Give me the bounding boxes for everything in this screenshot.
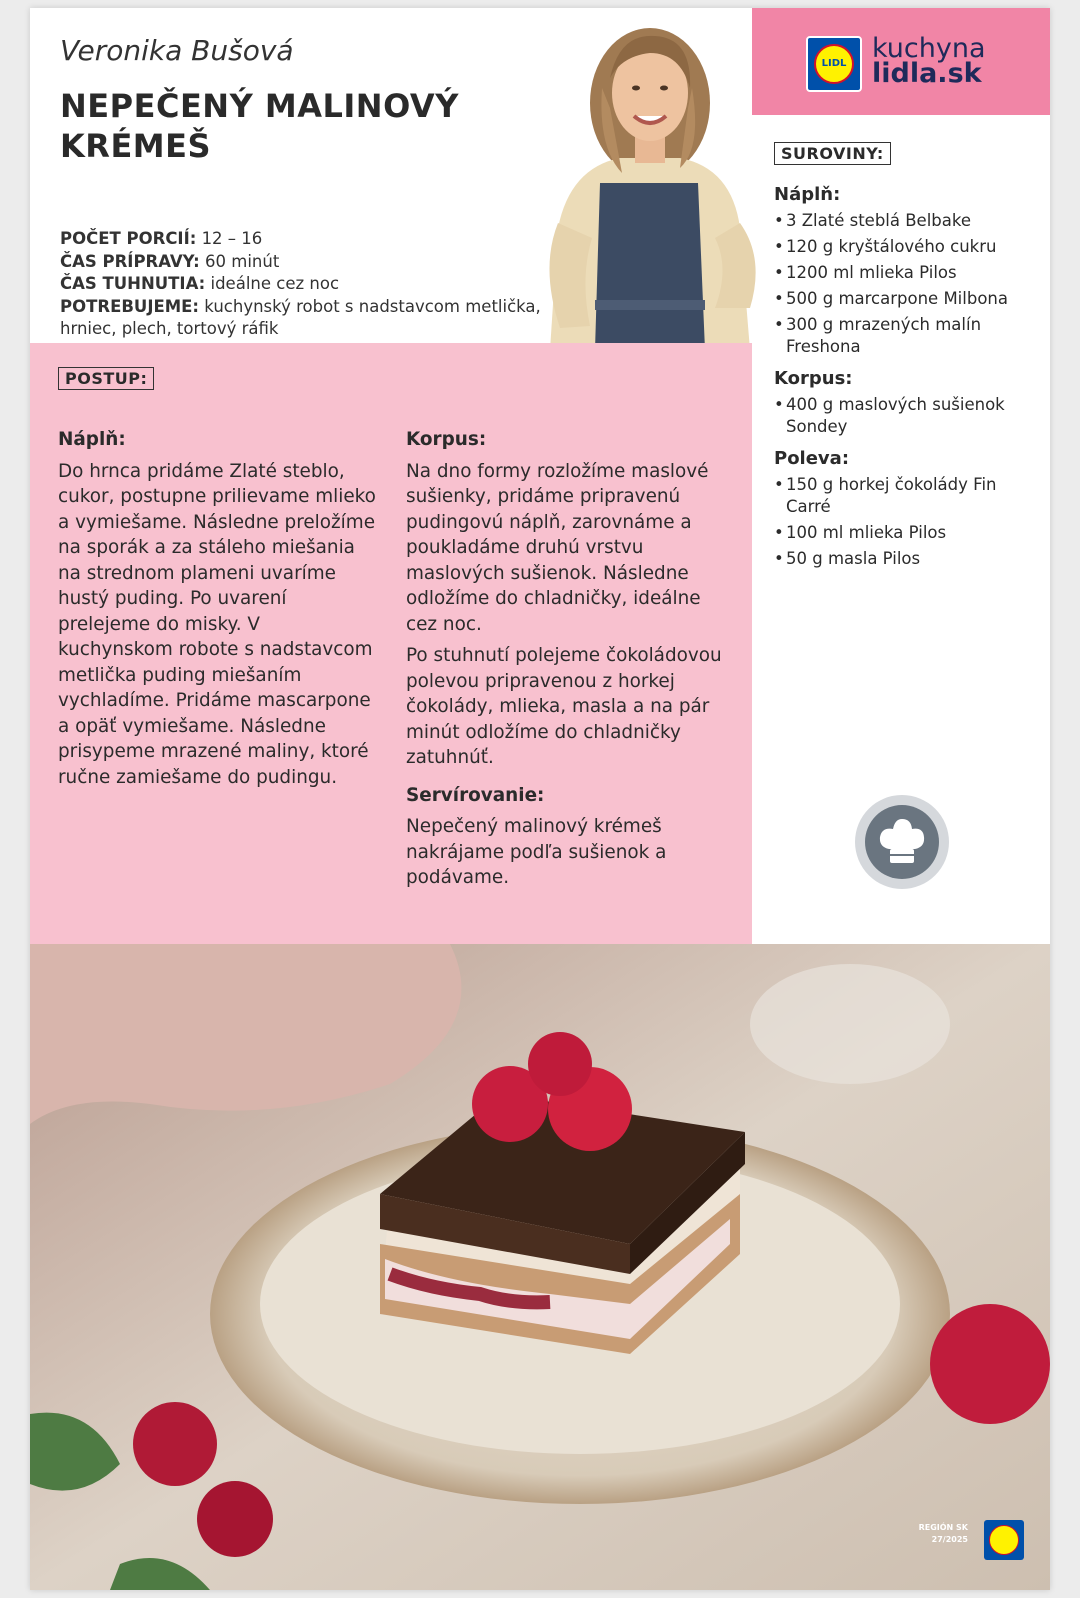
region-line1: REGIÓN SK — [918, 1523, 968, 1532]
lidl-logo-small — [984, 1520, 1024, 1560]
lidl-logo-text: LIDL — [814, 44, 854, 84]
method-base — [406, 427, 731, 897]
brand-name — [872, 33, 986, 89]
method-serve-title: Servírovanie: — [406, 784, 545, 806]
equipment-value: kuchynský robot s nadstavcom metlička, hrniec, plech, tortový ráfik — [60, 296, 541, 338]
method-base-title: Korpus: — [406, 429, 487, 450]
ingredients-heading: SUROVINY: — [774, 142, 891, 165]
recipe-meta — [60, 228, 550, 341]
method-filling-title: Náplň: — [58, 429, 126, 450]
set-time-value: ideálne cez noc — [210, 274, 340, 293]
ingredient-item: • 1200 ml mlieka Pilos — [774, 262, 1029, 284]
method-base-text2: Po stuhnutí polejeme čokoládovou polevou pripravenou z horkej čokolády, mlieka, masla a na pár minút odložíme do chladničky zatuhnúť. — [406, 645, 722, 768]
ingredient-item: • 500 g marcarpone Milbona — [774, 288, 1029, 310]
chef-photo — [510, 8, 782, 350]
portions-label: POČET PORCIÍ: — [60, 229, 197, 248]
method-filling — [58, 427, 378, 796]
method-panel — [30, 343, 752, 944]
ingredient-group-glaze — [774, 448, 1029, 570]
author-name: Veronika Bušová — [60, 34, 294, 67]
method-filling-text: Do hrnca pridáme Zlaté steblo, cukor, postupne prilievame mlieko a vymiešame. Následne preložíme na sporák a za stáleho miešania na strednom plameni uvaríme hustý puding. Po uvarení prelejeme do misky. V kuchynskom robote s nadstavcom metlička puding miešaním vychladíme. Pridáme mascarpone a opäť vymiešame. Následne prisypeme mrazené maliny, ktoré ručne zamiešame do pudingu. — [58, 460, 376, 788]
ingredient-group-filling — [774, 184, 1029, 358]
recipe-title-line1: NEPEČENÝ MALINOVÝ — [60, 87, 459, 125]
prep-time-label: ČAS PRÍPRAVY: — [60, 251, 200, 271]
dessert-photo — [30, 944, 1050, 1590]
region-label — [919, 1522, 968, 1546]
ingredient-group-base — [774, 368, 1029, 438]
method-serve-text: Nepečený malinový krémeš nakrájame podľa sušienok a podávame. — [406, 816, 667, 888]
recipe-page — [30, 8, 1050, 1590]
ingredient-item: • 50 g masla Pilos — [774, 548, 1029, 570]
ingredient-group-title: Poleva: — [774, 448, 850, 469]
equipment-label: POTREBUJEME: — [60, 296, 200, 316]
lidl-logo — [806, 36, 862, 92]
region-line2: 27/2025 — [931, 1535, 968, 1544]
brand-header — [752, 8, 1050, 115]
chef-hat-icon — [865, 805, 939, 879]
ingredient-group-title: Korpus: — [774, 368, 853, 389]
method-base-text1: Na dno formy rozložíme maslové sušienky, pridáme pripravenú pudingovú náplň, zarovnáme a poukladáme druhú vrstvu maslových sušienok. Následne odložíme do chladničky, ideálne cez noc. — [406, 460, 709, 635]
ingredient-item: • 400 g maslových sušienok Sondey — [774, 394, 1029, 438]
prep-time-value: 60 minút — [205, 251, 280, 271]
recipe-title — [60, 86, 480, 166]
ingredients-list — [774, 184, 1029, 580]
recipe-title-line2: KRÉMEŠ — [60, 127, 212, 165]
ingredient-item: • 3 Zlaté steblá Belbake — [774, 210, 1029, 232]
brand-name-line1: kuchyna — [872, 33, 986, 64]
set-time-label: ČAS TUHNUTIA: — [60, 274, 206, 293]
method-heading: POSTUP: — [58, 367, 154, 390]
ingredient-item: • 100 ml mlieka Pilos — [774, 522, 1029, 544]
brand-name-line2: lidla.sk — [872, 58, 982, 89]
ingredient-item: • 150 g horkej čokolády Fin Carré — [774, 474, 1029, 518]
chef-hat-button[interactable] — [855, 795, 949, 889]
ingredient-item: • 300 g mrazených malín Freshona — [774, 314, 1029, 358]
ingredient-group-title: Náplň: — [774, 184, 841, 205]
ingredient-item: • 120 g kryštálového cukru — [774, 236, 1029, 258]
portions-value: 12 – 16 — [201, 229, 263, 248]
